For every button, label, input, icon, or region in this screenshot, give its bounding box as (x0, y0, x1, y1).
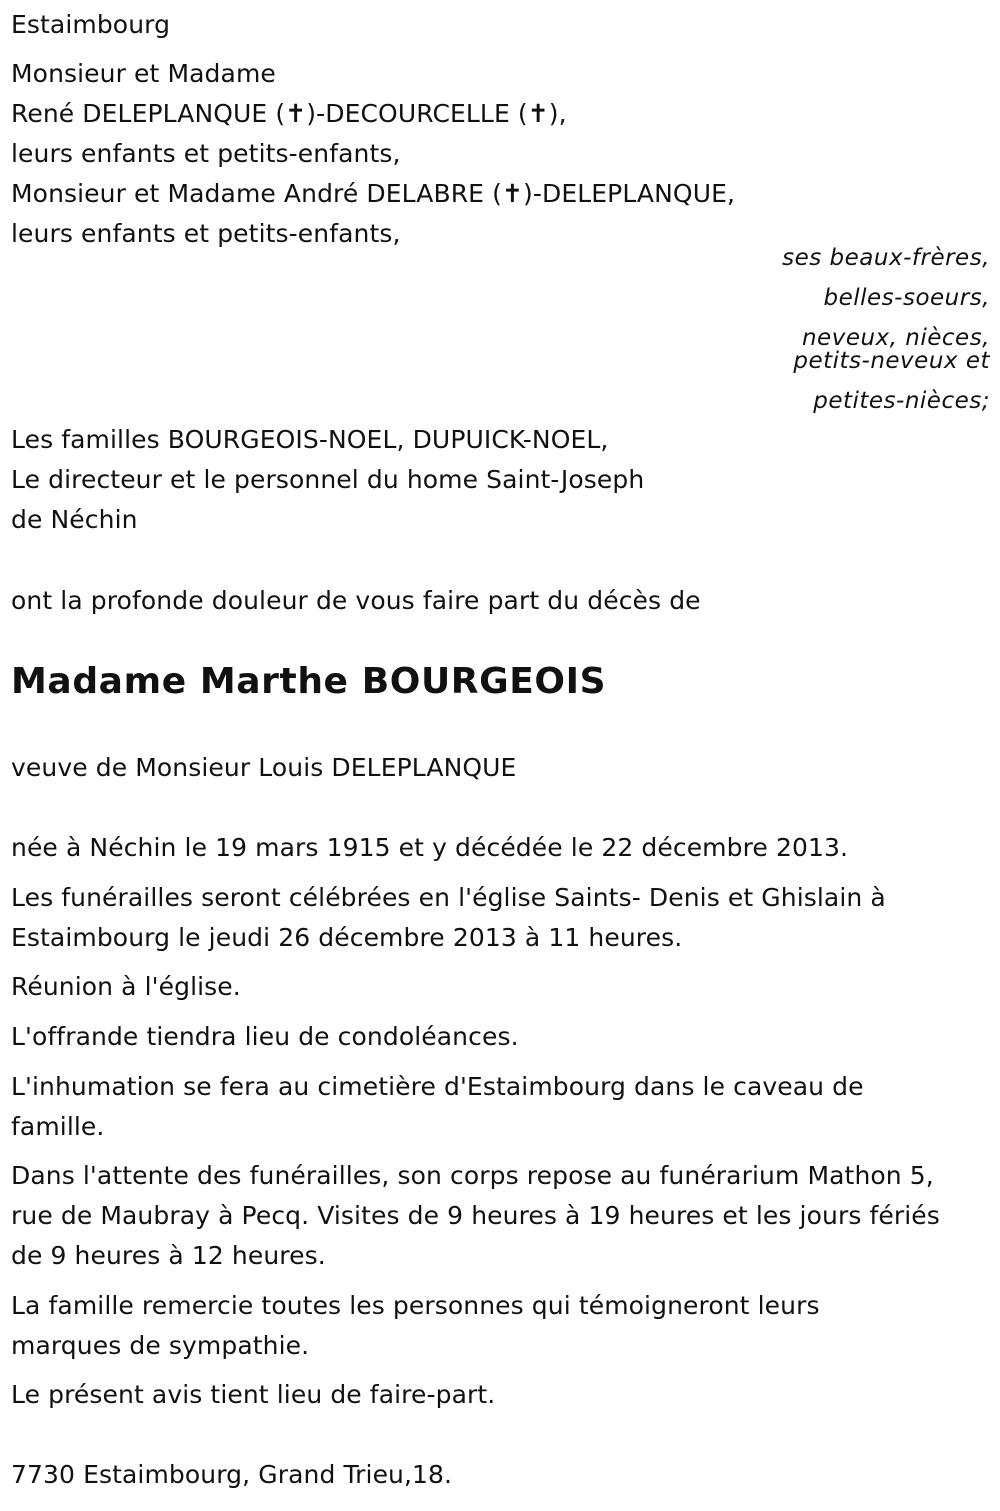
others-line: Le directeur et le personnel du home Saint-Joseph (11, 465, 645, 494)
thanks-line: marques de sympathie. (11, 1331, 310, 1360)
family-line: leurs enfants et petits-enfants, (11, 139, 401, 168)
offering: L'offrande tiendra lieu de condoléances. (11, 1022, 519, 1051)
relatives-line: ses beaux-frères, (782, 245, 990, 271)
family-line: Monsieur et Madame (11, 59, 276, 88)
deceased-name: Madame Marthe BOURGEOIS (11, 661, 607, 702)
funeral-line: Estaimbourg le jeudi 26 décembre 2013 à 11 heures. (11, 923, 683, 952)
notice: Le présent avis tient lieu de faire-part. (11, 1380, 496, 1409)
place-header: Estaimbourg (11, 10, 171, 39)
family-line: leurs enfants et petits-enfants, (11, 219, 401, 248)
meeting: Réunion à l'église. (11, 972, 241, 1001)
family-line: Monsieur et Madame André DELABRE (✝)-DELEPLANQUE, (11, 179, 736, 208)
thanks-line: La famille remercie toutes les personnes qui témoigneront leurs (11, 1291, 820, 1320)
viewing-line: de 9 heures à 12 heures. (11, 1241, 326, 1270)
relatives-line: petits-neveux et (793, 348, 990, 374)
viewing-line: rue de Maubray à Pecq. Visites de 9 heures à 19 heures et les jours fériés (11, 1201, 940, 1230)
burial-line: famille. (11, 1112, 105, 1141)
address: 7730 Estaimbourg, Grand Trieu,18. (11, 1460, 453, 1489)
relatives-line: neveux, nièces, (801, 325, 990, 351)
relatives-line: petites-nièces; (813, 388, 990, 414)
birth-death: née à Néchin le 19 mars 1915 et y décédée le 22 décembre 2013. (11, 833, 849, 862)
widow-of: veuve de Monsieur Louis DELEPLANQUE (11, 753, 517, 782)
family-line: René DELEPLANQUE (✝)-DECOURCELLE (✝), (11, 99, 567, 128)
others-line: de Néchin (11, 505, 138, 534)
announcement: ont la profonde douleur de vous faire part du décès de (11, 586, 701, 615)
others-line: Les familles BOURGEOIS-NOEL, DUPUICK-NOEL, (11, 425, 609, 454)
relatives-line: belles-soeurs, (823, 285, 990, 311)
burial-line: L'inhumation se fera au cimetière d'Estaimbourg dans le caveau de (11, 1072, 864, 1101)
viewing-line: Dans l'attente des funérailles, son corps repose au funérarium Mathon 5, (11, 1161, 934, 1190)
funeral-line: Les funérailles seront célébrées en l'église Saints- Denis et Ghislain à (11, 883, 886, 912)
